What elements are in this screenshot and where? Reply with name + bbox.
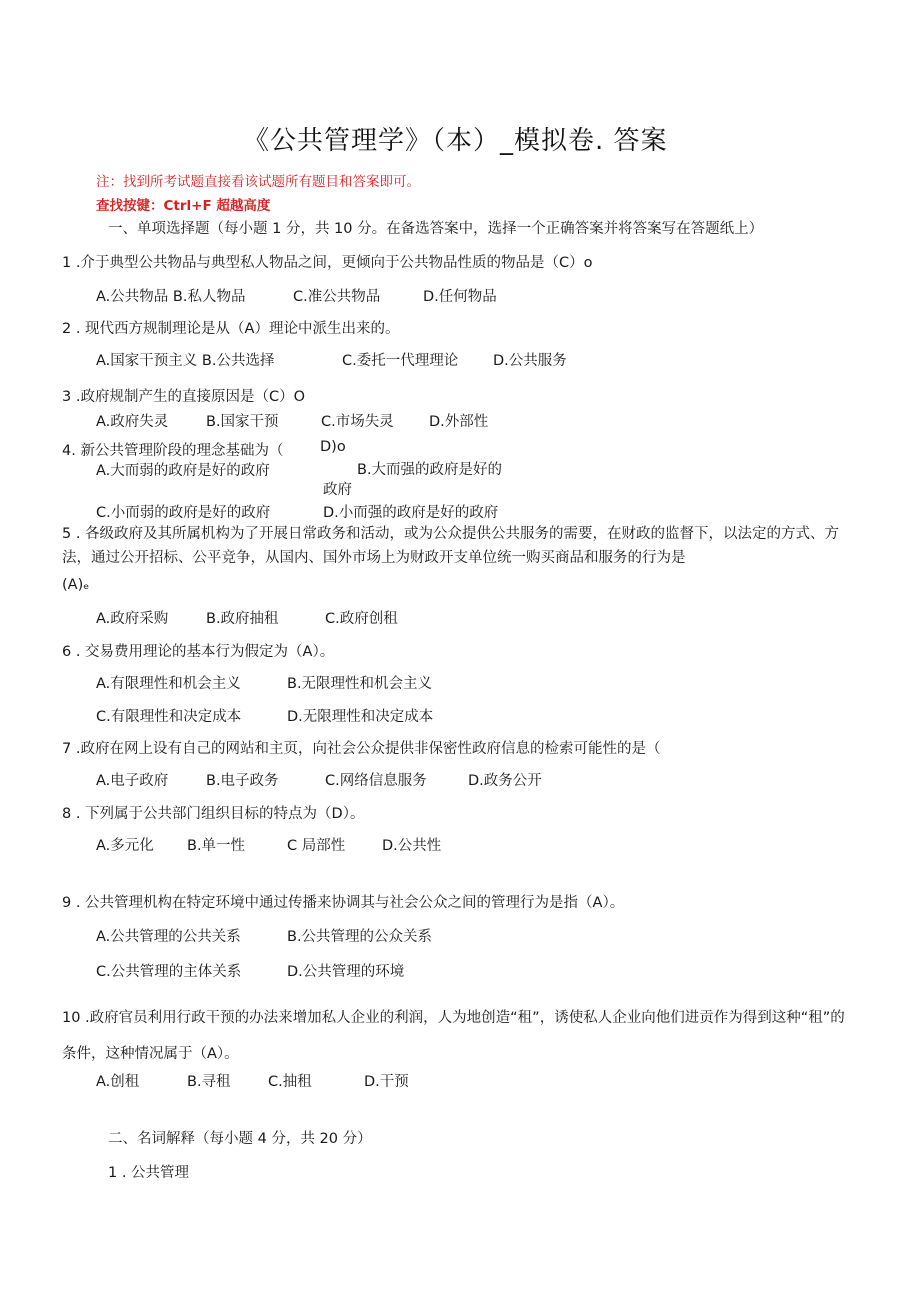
q2-option-ab: A.国家干预主义 B.公共选择 (96, 353, 275, 369)
q4-stem: 4. 新公共管理阶段的理念基础为（ (62, 443, 284, 459)
q1-option-ab: A.公共物品 B.私人物品 (96, 289, 246, 305)
note-text: 注：找到所考试题直接看该试题所有题目和答案即可。 (96, 174, 420, 190)
q8-stem: 8 . 下列属于公共部门组织目标的特点为（D）。 (62, 806, 365, 822)
q7-option-a: A.电子政府 (96, 773, 169, 789)
q10-stem: 10 .政府官员利用行政干预的办法来增加私人企业的利润，人为地创造“租”，诱使私人企业向他们进贡作为得到这种“租”的条件，这种情况属于（A）。 (62, 1010, 845, 1062)
q10-option-a: A.创租 (96, 1074, 140, 1090)
q6-option-a: A.有限理性和机会主义 (96, 676, 241, 692)
q4-option-a: A.大而弱的政府是好的政府 (96, 463, 270, 479)
q1-option-c: C.准公共物品 (293, 289, 381, 305)
page-title: 《公共管理学》（本）_模拟卷. 答案 (243, 126, 668, 156)
section2-q1: 1 . 公共管理 (108, 1165, 190, 1181)
q6-stem: 6 . 交易费用理论的基本行为假定为（A）。 (62, 644, 335, 660)
q4-option-c: C.小而弱的政府是好的政府 (96, 505, 271, 521)
q1-stem: 1 .介于典型公共物品与典型私人物品之间，更倾向于公共物品性质的物品是（C）o (62, 255, 593, 271)
q2-option-d: D.公共服务 (493, 353, 567, 369)
q5-option-b: B.政府抽租 (206, 611, 279, 627)
find-hint: 查找按键：Ctrl+F 超越高度 (96, 198, 271, 214)
section2-header: 二、名词解释（每小题 4 分，共 20 分） (108, 1131, 372, 1147)
q8-option-d: D.公共性 (382, 838, 442, 854)
q4-answer: D)o (320, 439, 346, 455)
q8-option-c: C 局部性 (287, 838, 346, 854)
q4-option-d: D.小而强的政府是好的政府 (323, 505, 499, 521)
q3-option-c: C.市场失灵 (321, 414, 394, 430)
q10-option-b: B.寻租 (187, 1074, 231, 1090)
q8-option-b: B.单一性 (187, 838, 246, 854)
q2-option-c: C.委托一代理理论 (342, 353, 459, 369)
q10-option-d: D.干预 (364, 1074, 409, 1090)
q1-option-d: D.任何物品 (423, 289, 497, 305)
q7-option-d: D.政务公开 (468, 773, 542, 789)
q5-option-a: A.政府采购 (96, 611, 169, 627)
q5-stem: 5 . 各级政府及其所属机构为了开展日常政务和活动，或为公众提供公共服务的需要，在财政的监督下，以法定的方式、方法，通过公开招标、公平竞争，从国内、国外市场上为财政开支单位统一购买商品和服务的行为是 (62, 526, 840, 566)
q2-stem: 2 . 现代西方规制理论是从（A）理论中派生出来的。 (62, 321, 400, 337)
q9-option-c: C.公共管理的主体关系 (96, 964, 242, 980)
q8-option-a: A.多元化 (96, 838, 154, 854)
q5-option-c: C.政府创租 (325, 611, 398, 627)
q3-stem: 3 .政府规制产生的直接原因是（C）O (62, 389, 305, 405)
q3-option-a: A.政府失灵 (96, 414, 169, 430)
q3-option-b: B.国家干预 (206, 414, 279, 430)
q7-option-c: C.网络信息服务 (325, 773, 427, 789)
q4-option-b-wrap: 政府 (323, 482, 352, 498)
section1-header: 一、单项选择题（每小题 1 分，共 10 分。在备选答案中，选择一个正确答案并将答案写在答题纸上） (108, 221, 764, 237)
q9-option-b: B.公共管理的公众关系 (287, 929, 433, 945)
q6-option-c: C.有限理性和决定成本 (96, 709, 242, 725)
q3-option-d: D.外部性 (429, 414, 489, 430)
q6-option-d: D.无限理性和决定成本 (287, 709, 434, 725)
q10-option-c: C.抽租 (268, 1074, 312, 1090)
q6-option-b: B.无限理性和机会主义 (287, 676, 433, 692)
q9-option-d: D.公共管理的环境 (287, 964, 405, 980)
q9-option-a: A.公共管理的公共关系 (96, 929, 241, 945)
q4-option-b: B.大而强的政府是好的 (357, 462, 503, 478)
q5-answer: (A)ₑ (62, 577, 90, 593)
q7-stem: 7 .政府在网上设有自己的网站和主页，向社会公众提供非保密性政府信息的检索可能性的是（ (62, 741, 661, 757)
q9-stem: 9 . 公共管理机构在特定环境中通过传播来协调其与社会公众之间的管理行为是指（A）。 (62, 895, 625, 911)
q7-option-b: B.电子政务 (206, 773, 279, 789)
